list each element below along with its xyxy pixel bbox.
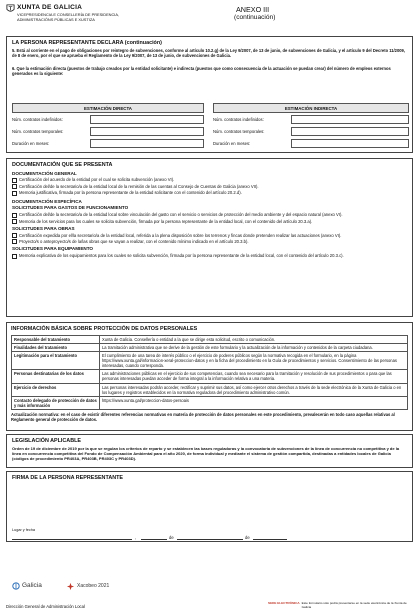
header xyxy=(6,4,413,32)
doc-item[interactable] xyxy=(12,177,407,182)
doc-item-text: Memoria explicativa de los equipamientos para los cuales se solicita subvención, firmada por la persona representante de la entidad local, con el contenido del artículo 20.3.c). xyxy=(19,253,344,259)
doc-item[interactable] xyxy=(12,239,407,244)
checkbox[interactable] xyxy=(12,191,17,196)
checkbox[interactable] xyxy=(12,239,17,244)
indirect-estimation-title: ESTIMACIÓN INDIRECTA xyxy=(213,103,409,113)
direct-indefinite-field[interactable] xyxy=(90,115,204,124)
law-section-title: LEGISLACIÓN APLICABLE xyxy=(12,438,81,444)
rep-declaration-section xyxy=(6,36,413,153)
doc-item[interactable] xyxy=(12,233,407,238)
privacy-note: Actualización normativa: en el caso de existir diferentes referencias normativas en materia de protección de datos personales en este procedimiento, prevalecerán en todo caso aquellas relativas al Reglamento general de protección de datos. xyxy=(11,411,395,423)
doc-item-text: Certificación del/de la secretario/a de la entidad local de la remisión de las cuentas al Consejo de Cuentas de Galicia (anexo VII). xyxy=(19,183,259,189)
privacy-section xyxy=(6,322,413,431)
doc-item-text: Certificación del/de la secretario/a de la entidad local sobre vinculación del gasto con el servicio o servicios de protección del medio ambiente y del espacio natural (anexo VI). xyxy=(19,212,343,218)
privacy-section-title: INFORMACIÓN BÁSICA SOBRE PROTECCIÓN DE DATOS PERSONALES xyxy=(11,326,198,332)
doc-item-text: Certificación expedida por el/la secretario/a de la entidad local, referida a la plena disposición sobre los terrenos y fincas donde pretenden realizar las actuaciones (anexo VI). xyxy=(19,232,342,238)
place-date-label: Lugar y fecha xyxy=(12,528,36,532)
indirect-temporary-field[interactable] xyxy=(291,127,409,136)
doc-item[interactable] xyxy=(12,253,407,258)
direct-label-indefinite: Núm. contratos indefinidos: xyxy=(12,116,63,122)
direct-label-temporary: Núm. contratos temporales: xyxy=(12,128,64,134)
declaration-item-5: 5. Está al corriente en el pago de obligaciones por reintegro de subvenciones, conforme al artículo 10.2.g) de la Ley 9/2007, de 13 de junio, de subvenciones de Galicia, y el artículo 9 del Decreto 11/2009, de 8 de enero, por el que se aprueba el Reglamento de la Ley 9/2007, de 13 de junio, de subvenciones de Galicia. xyxy=(12,48,405,59)
law-section xyxy=(6,434,413,468)
doc-item[interactable] xyxy=(12,184,407,189)
xacobeo-mark-icon xyxy=(66,582,75,591)
privacy-value: Las personas interesadas podrán acceder, rectificar y suprimir sus datos, así como ejercer otros derechos a través de la sede electrónica de la Xunta de Galicia o en los lugares y registros establecidos en la normativa reguladora del procedimiento administrativo común. xyxy=(100,383,408,396)
signature-section-title: FIRMA DE LA PERSONA REPRESENTANTE xyxy=(12,475,124,481)
directorate-name: Dirección General de Administración Local xyxy=(6,604,85,609)
indirect-estimation-block xyxy=(213,103,409,148)
direct-estimation-title: ESTIMACIÓN DIRECTA xyxy=(12,103,204,113)
declaration-item-6: 6. Que la estimación directa (puestos de trabajo creados por la entidad solicitante) e indirecta (puestos que como consecuencia de la actuación se puedan crear) del número de empleos externos generados es la siguiente: xyxy=(12,66,391,77)
doc-item[interactable] xyxy=(12,190,407,195)
privacy-key: Finalidades del tratamiento xyxy=(12,343,100,351)
dept-line-2: ADMINISTRACIÓNS PÚBLICAS E XUSTIZA xyxy=(17,17,95,22)
date-connector-2: de xyxy=(245,535,250,540)
indirect-label-temporary: Núm. contratos temporales: xyxy=(213,128,265,134)
xacobeo-logo xyxy=(66,580,109,592)
org-name: XUNTA DE GALICIA xyxy=(17,4,83,11)
privacy-key: Ejercicio de derechos xyxy=(12,383,100,396)
checkbox[interactable] xyxy=(12,184,17,189)
privacy-key: Responsable del tratamiento xyxy=(12,335,100,343)
dept-line-1: VICEPRESIDENCIA E CONSELLERÍA DE PRESIDENCIA, xyxy=(17,12,120,17)
indirect-duration-field[interactable] xyxy=(291,139,409,148)
doc-item[interactable] xyxy=(12,219,407,224)
xunta-logo xyxy=(6,4,15,13)
works-title: SOLICITUDES PARA OBRAS xyxy=(12,225,75,231)
doc-item-text: Memoria de los servicios para los cuales se solicita subvención, firmada por la persona representante de la entidad local, con el contenido del artículo 20.3.a). xyxy=(19,218,313,224)
direct-label-duration: Duración en meses: xyxy=(12,140,50,146)
general-docs-title: DOCUMENTACIÓN GENERAL xyxy=(12,170,77,176)
privacy-key: Personas destinatarias de los datos xyxy=(12,370,100,383)
checkbox[interactable] xyxy=(12,213,17,218)
privacy-value: Las administraciones públicas en el ejercicio de sus competencias, cuando sea necesario para la tramitación y resolución de sus procedimientos o para que las personas interesadas puedan acceder de forma integral a la información relativa a una materia. xyxy=(100,370,408,383)
indirect-label-duration: Duración en meses: xyxy=(213,140,251,146)
direct-temporary-field[interactable] xyxy=(90,127,204,136)
signature-section xyxy=(6,471,413,542)
galicia-logo-text: Galicia xyxy=(22,581,42,589)
annex-title: ANEXO III xyxy=(236,5,270,14)
table-row xyxy=(12,351,408,369)
indirect-indefinite-field[interactable] xyxy=(291,115,409,124)
date-connector-1: de xyxy=(169,535,174,540)
privacy-table xyxy=(11,335,408,410)
annex-continuation: (continuación) xyxy=(234,14,276,21)
privacy-link[interactable]: https://www.xunta.gal/proteccion-datos-persoais xyxy=(100,396,408,409)
indirect-label-indefinite: Núm. contratos indefinidos: xyxy=(213,116,264,122)
privacy-value: Xunta de Galicia. Consellería o entidad a la que se dirige esta solicitud, escrito o comunicación. xyxy=(100,335,408,343)
law-text: Orden de 19 de diciembre de 2019 por la que se regulan los criterios de reparto y se establecen las bases reguladoras y la convocatoria de subvenciones de la línea de concurrencia no competitiva y de la línea en concurrencia competitiva del Fondo de Compensación Ambiental para el año 2020, de forma individual y mediante el sistema de gestión compartida, destinadas a entidades locales de Galicia (códigos de procedimiento PR403A, PR403B, PR403C y PR403D). xyxy=(12,445,400,461)
privacy-value: La tramitación administrativa que se derive de la gestión de este formulario y la actualización de la información y contenidos de la carpeta ciudadana. xyxy=(100,343,408,351)
doc-item-text: Certificación del acuerdo de la entidad por el cual se solicita subvención (anexo VI). xyxy=(19,177,175,183)
equipment-title: SOLICITUDES PARA EQUIPAMIENTO xyxy=(12,246,93,252)
direct-estimation-block xyxy=(12,103,204,148)
galicia-logo xyxy=(12,580,42,592)
sede-text: Este formulario sólo podrá presentarse en la sede electrónica de la Xunta de Galicia xyxy=(301,601,407,609)
direct-duration-field[interactable] xyxy=(90,139,204,148)
rep-section-title: LA PERSONA REPRESENTANTE DECLARA (continuación) xyxy=(12,40,162,46)
day-line[interactable] xyxy=(141,539,167,540)
place-date-line[interactable] xyxy=(12,539,132,540)
doc-item[interactable] xyxy=(12,212,407,217)
xacobeo-logo-text: Xacobeo 2021 xyxy=(77,582,110,589)
checkbox[interactable] xyxy=(12,178,17,183)
place-date-separator: , xyxy=(135,535,137,540)
year-line[interactable] xyxy=(253,539,287,540)
table-row xyxy=(12,343,408,351)
table-row xyxy=(12,370,408,383)
docs-section-title: DOCUMENTACIÓN QUE SE PRESENTA xyxy=(12,162,113,168)
privacy-key: Contacto delegado de protección de datos y más información xyxy=(12,396,100,409)
documentation-section xyxy=(6,158,413,317)
checkbox[interactable] xyxy=(12,233,17,238)
doc-item-text: Memoria justificativa, firmada por la persona representante de la entidad solicitante con el contenido del artículo 20.2.d). xyxy=(19,190,242,196)
checkbox[interactable] xyxy=(12,254,17,259)
checkbox[interactable] xyxy=(12,219,17,224)
doc-item-text: Proyecto/s o anteproyecto/s de la/las obras que se vayan a realizar, con el contenido mínimo indicado en el artículo 20.3.b). xyxy=(19,239,249,245)
galicia-mark-icon xyxy=(12,582,20,590)
xunta-shield-icon xyxy=(6,4,15,13)
privacy-key: Legitimación para el tratamiento xyxy=(12,351,100,369)
sede-notice xyxy=(268,602,414,609)
month-line[interactable] xyxy=(177,539,243,540)
operating-costs-title: SOLICITUDES PARA GASTOS DE FUNCIONAMIENTO xyxy=(12,205,129,211)
table-row xyxy=(12,383,408,396)
table-row xyxy=(12,335,408,343)
table-row xyxy=(12,396,408,409)
specific-docs-title: DOCUMENTACIÓN ESPECÍFICA xyxy=(12,198,82,204)
privacy-value: El cumplimiento de una tarea de interés público o el ejercicio de poderes públicos según la normativa recogida en el formulario, en la página https://www.xunta.gal/informacion-xeral-proteccion-datos y en la ficha del procedimiento en la Guía de procedimientos y servicios. Consentimiento de las personas interesadas, cuando corresponda. xyxy=(100,351,408,369)
sede-label: SEDE ELECTRÓNICA xyxy=(268,601,300,605)
